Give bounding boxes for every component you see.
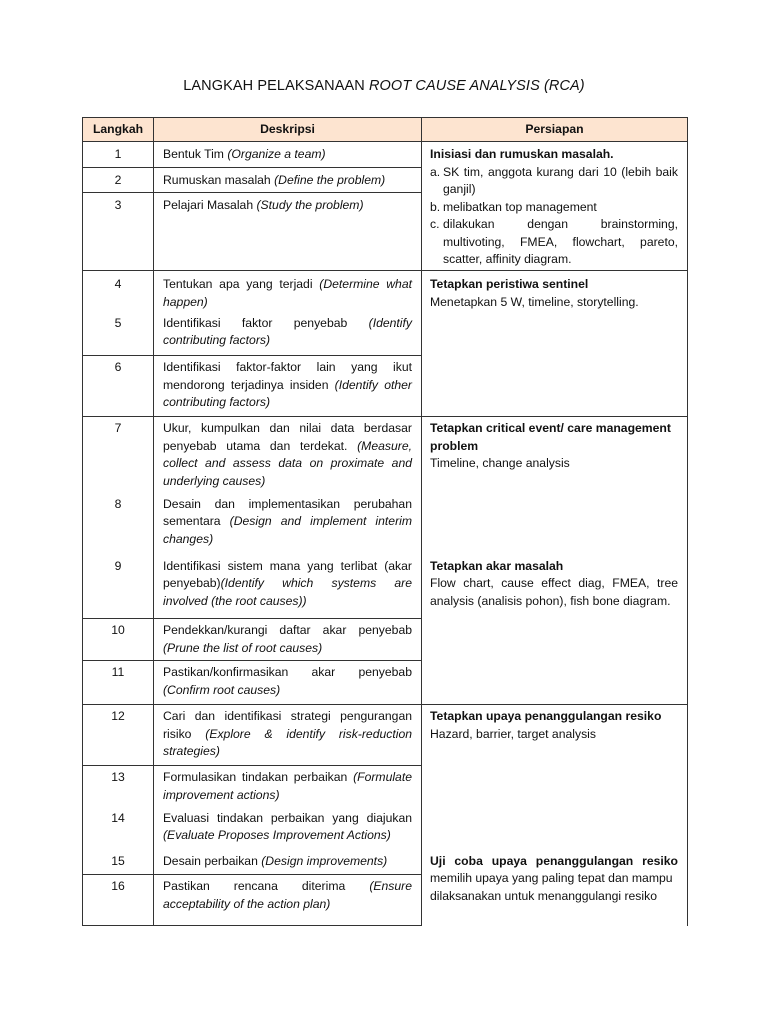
- step-number: 11: [83, 661, 154, 705]
- step-number: 12: [83, 705, 154, 766]
- step-description: Desain perbaikan (Design improvements): [154, 850, 422, 875]
- prep-heading: Tetapkan akar masalah: [430, 558, 564, 573]
- table-row: [83, 417, 688, 496]
- header-persiapan: Persiapan: [422, 118, 688, 142]
- step-number: 7: [83, 417, 154, 496]
- step-number: 6: [83, 356, 154, 417]
- step-number: 9: [83, 556, 154, 619]
- header-deskripsi: Deskripsi: [154, 118, 422, 142]
- prep-heading: Inisiasi dan rumuskan masalah.: [430, 147, 614, 161]
- step-description: Identifikasi faktor penyebab (Identify contributing factors): [154, 315, 422, 356]
- table-row: [83, 850, 688, 875]
- list-item: c. dilakukan dengan brainstorming, multivoting, FMEA, flowchart, pareto, scatter, affinity diagram.: [430, 217, 678, 266]
- prep-body: Hazard, barrier, target analysis: [430, 726, 596, 741]
- header-langkah: Langkah: [83, 118, 154, 142]
- prep-body: Timeline, change analysis: [430, 456, 570, 470]
- prep-body: Menetapkan 5 W, timeline, storytelling.: [430, 294, 639, 309]
- step-description: Pastikan/konfirmasikan akar penyebab (Confirm root causes): [154, 661, 422, 705]
- prep-heading: Tetapkan peristiwa sentinel: [430, 277, 589, 291]
- title-italic: ROOT CAUSE ANALYSIS (RCA): [368, 78, 585, 94]
- step-description: Ukur, kumpulkan dan nilai data berdasar penyebab utama dan terdekat. (Measure, collect and assess data on proximate and underlying causes): [154, 417, 422, 496]
- step-description: Bentuk Tim (Organize a team): [154, 142, 422, 168]
- step-description: Cari dan identifikasi strategi pengurangan risiko (Explore & identify risk-reduction strategies): [154, 705, 422, 766]
- step-number: 3: [83, 193, 154, 271]
- step-number: 16: [83, 875, 154, 926]
- prep-heading: Tetapkan upaya penanggulangan resiko: [430, 709, 662, 723]
- step-description: Desain dan implementasikan perubahan sementara (Design and implement interim changes): [154, 496, 422, 556]
- step-description: Identifikasi faktor-faktor lain yang ikut mendorong terjadinya insiden (Identify other contributing factors): [154, 356, 422, 417]
- step-description: Formulasikan tindakan perbaikan (Formulate improvement actions): [154, 766, 422, 808]
- rca-steps-table: [82, 117, 688, 926]
- table-header-row: [83, 118, 688, 142]
- prep-group-1: [422, 142, 688, 271]
- table-row: [83, 705, 688, 766]
- prep-heading: Uji coba upaya penanggulangan resiko: [430, 853, 678, 868]
- prep-heading: Tetapkan critical event/ care management problem: [430, 421, 671, 453]
- list-item: b. melibatkan top management: [430, 199, 597, 214]
- prep-body: Flow chart, cause effect diag, FMEA, tree analysis (analisis pohon), fish bone diagram.: [430, 576, 678, 608]
- step-description: Pendekkan/kurangi daftar akar penyebab (Prune the list of root causes): [154, 619, 422, 661]
- step-description: Evaluasi tindakan perbaikan yang diajukan (Evaluate Proposes Improvement Actions): [154, 808, 422, 850]
- step-number: 10: [83, 619, 154, 661]
- prep-group-5: [422, 705, 688, 850]
- prep-group-3: [422, 417, 688, 556]
- table-row: [83, 142, 688, 168]
- page-title: [0, 78, 768, 94]
- step-description: Identifikasi sistem mana yang terlibat (akar penyebab)(Identify which systems are involved (the root causes)): [154, 556, 422, 619]
- step-description: Pelajari Masalah (Study the problem): [154, 193, 422, 271]
- list-item: a. SK tim, anggota kurang dari 10 (lebih baik ganjil): [430, 164, 678, 196]
- step-number: 14: [83, 808, 154, 850]
- prep-group-4: [422, 556, 688, 705]
- step-description: Tentukan apa yang terjadi (Determine what happen): [154, 271, 422, 315]
- step-description: Pastikan rencana diterima (Ensure acceptability of the action plan): [154, 875, 422, 926]
- step-number: 13: [83, 766, 154, 808]
- step-number: 15: [83, 850, 154, 875]
- step-number: 1: [83, 142, 154, 168]
- prep-body: memilih upaya yang paling tepat dan mampu dilaksanakan untuk menanggulangi resiko: [430, 871, 673, 903]
- title-main: LANGKAH PELAKSANAAN: [183, 78, 369, 94]
- step-number: 8: [83, 496, 154, 556]
- table-row: [83, 556, 688, 619]
- prep-group-2: [422, 271, 688, 417]
- step-number: 2: [83, 168, 154, 193]
- step-number: 4: [83, 271, 154, 315]
- prep-group-6: [422, 850, 688, 926]
- table-row: [83, 271, 688, 315]
- prep-list: [430, 164, 678, 269]
- step-description: Rumuskan masalah (Define the problem): [154, 168, 422, 193]
- step-number: 5: [83, 315, 154, 356]
